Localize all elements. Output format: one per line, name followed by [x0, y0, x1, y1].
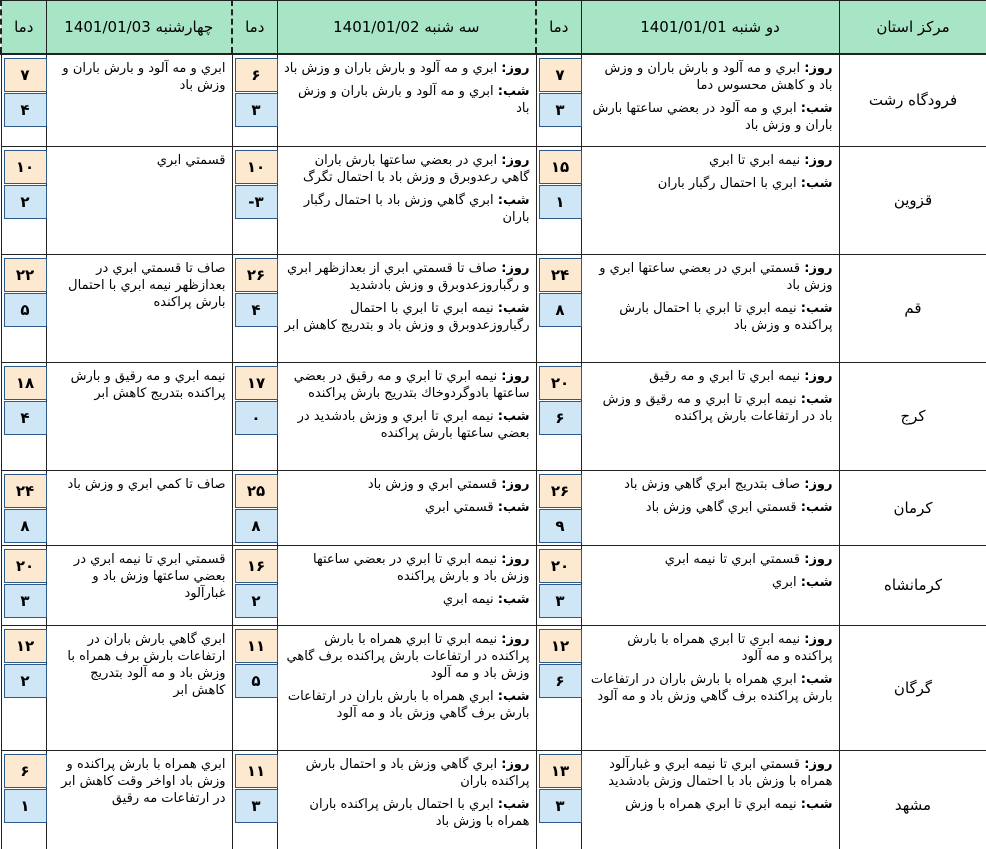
- temp-min: ۳: [539, 789, 582, 823]
- day1-day: [588, 476, 833, 493]
- day1-day: [588, 60, 833, 94]
- temp-cell: [1, 254, 46, 362]
- temp-min: ۶: [539, 401, 582, 435]
- temp-max: ۱۲: [4, 629, 47, 663]
- day2-night-text: قسمتي ابري: [424, 499, 494, 515]
- temp-cell: [1, 54, 46, 146]
- temp-max: ۱۱: [235, 754, 278, 788]
- temp-min: ۲: [235, 584, 278, 618]
- forecast-day3: [46, 254, 232, 362]
- day1-day: [588, 368, 833, 385]
- forecast-day3: [46, 362, 232, 470]
- forecast-day3: [46, 545, 232, 625]
- day3-text: نيمه ابري و مه رقيق و بارش پراكنده بتدريج كاهش ابر: [70, 368, 226, 401]
- temp-min: ۹: [539, 509, 582, 543]
- forecast-day1: [581, 254, 839, 362]
- day3-text: ابري همراه با بارش پراكنده و وزش باد اواخر وقت كاهش ابر در ارتفاعات مه رقيق: [61, 756, 226, 806]
- forecast-day2: [277, 750, 536, 849]
- temp-max: ۲۰: [539, 366, 582, 400]
- temp-min: ۴: [235, 293, 278, 327]
- day1-night-text: نيمه ابري تا ابري همراه با وزش: [625, 796, 797, 812]
- temp-max: ۲۰: [4, 549, 47, 583]
- day3-text: قسمتي ابري تا نيمه ابري در بعضي ساعتها وزش باد و غبارآلود: [73, 551, 226, 601]
- table-row: [1, 362, 986, 470]
- temp-cell: [536, 254, 581, 362]
- temp-max: ۱۱: [235, 629, 278, 663]
- temp-cell: [232, 545, 277, 625]
- day1-night-label: شب:: [800, 300, 833, 316]
- temp-cell: [1, 146, 46, 254]
- forecast-day2: [277, 625, 536, 750]
- day2-day: [284, 152, 530, 186]
- table-row: [1, 750, 986, 849]
- day2-day: [284, 756, 530, 790]
- day2-night-label: شب:: [497, 499, 530, 515]
- day1-night-text: ابري با احتمال رگبار باران: [657, 175, 797, 191]
- temp-min: ۸: [235, 509, 278, 543]
- day2-day-label: روز:: [501, 551, 530, 567]
- forecast-day2: [277, 545, 536, 625]
- temp-cell: [232, 254, 277, 362]
- temp-min: ۳: [235, 93, 278, 127]
- day1-night-text: قسمتي ابري گاهي وزش باد: [645, 499, 797, 515]
- temp-max: ۲۲: [4, 258, 47, 292]
- temp-cell: [1, 625, 46, 750]
- day1-day-text: قسمتي ابري تا نيمه ابري و غبارآلود همراه با وزش باد با احتمال وزش بادشديد: [608, 756, 833, 789]
- temp-min: ۲: [4, 664, 47, 698]
- day2-night-text: نيمه ابري: [442, 591, 494, 607]
- day2-night: [284, 408, 530, 442]
- day1-day-label: روز:: [804, 476, 833, 492]
- temp-cell: [232, 750, 277, 849]
- temp-max: ۲۴: [539, 258, 582, 292]
- day2-night-label: شب:: [497, 192, 530, 208]
- day2-night: [284, 300, 530, 334]
- temp-cell: [232, 625, 277, 750]
- forecast-day1: [581, 750, 839, 849]
- temp-min: ۵: [4, 293, 47, 327]
- temp-cell: [536, 146, 581, 254]
- forecast-day1: [581, 470, 839, 545]
- province-name: كرج: [839, 362, 986, 470]
- forecast-day1: [581, 54, 839, 146]
- day2-day-text: نيمه ابري تا ابري در بعضي ساعتها وزش باد و بارش پراكنده: [313, 551, 530, 584]
- day2-night: [284, 591, 530, 608]
- temp-max: ۱۸: [4, 366, 47, 400]
- day2-day-text: قسمتي ابري و وزش باد: [367, 476, 498, 492]
- temp-min: ۲: [4, 185, 47, 219]
- day1-day: [588, 631, 833, 665]
- header-province: مرکز استان: [839, 1, 986, 55]
- day1-night: [588, 671, 833, 705]
- day1-night-label: شب:: [800, 101, 833, 116]
- table-row: [1, 254, 986, 362]
- day2-day: [284, 260, 530, 294]
- day2-night-text: ابري و مه آلود و بارش باران و وزش باد: [297, 84, 530, 116]
- temp-min: ۱: [539, 185, 582, 219]
- day1-day-label: روز:: [804, 551, 833, 567]
- temp-min: ۴: [4, 401, 47, 435]
- day2-night: [284, 688, 530, 722]
- day2-night-label: شب:: [497, 591, 530, 607]
- day2-night: [284, 499, 530, 516]
- temp-min: ۸: [4, 509, 47, 543]
- day2-night-label: شب:: [497, 300, 530, 316]
- header-temp-day1: دما: [536, 1, 581, 55]
- temp-cell: [232, 146, 277, 254]
- day2-day: [284, 60, 530, 77]
- day1-night: [588, 391, 833, 425]
- temp-cell: [232, 470, 277, 545]
- day3-text: قسمتي ابري: [156, 152, 226, 168]
- day1-night-label: شب:: [800, 671, 833, 687]
- day2-night-label: شب:: [497, 688, 530, 704]
- day1-night: [588, 499, 833, 516]
- header-temp-day2: دما: [232, 1, 277, 55]
- day1-day-text: قسمتي ابري تا نيمه ابري: [664, 551, 801, 567]
- day2-night-text: ابري گاهي وزش باد با احتمال رگبار باران: [303, 192, 530, 225]
- table-row: [1, 625, 986, 750]
- day1-night: [588, 175, 833, 192]
- forecast-day3: [46, 146, 232, 254]
- province-name: كرمانشاه: [839, 545, 986, 625]
- header-day2: سه شنبه 1401/01/02: [277, 1, 536, 55]
- temp-min: ۳: [539, 93, 582, 127]
- day2-night: [284, 192, 530, 226]
- day1-night-text: ابري و مه آلود در بعضي ساعتها بارش باران و وزش باد: [592, 101, 833, 133]
- day2-night: [284, 83, 530, 117]
- forecast-day2: [277, 54, 536, 146]
- temp-min: ۳: [539, 584, 582, 618]
- temp-max: ۱۲: [539, 629, 582, 663]
- day2-day-label: روز:: [501, 631, 530, 647]
- temp-max: ۱۳: [539, 754, 582, 788]
- header-temp-day3: دما: [1, 1, 46, 55]
- temp-max: ۱۰: [4, 150, 47, 184]
- forecast-day2: [277, 146, 536, 254]
- header-row: [1, 1, 986, 55]
- day1-night-text: ابري: [772, 574, 797, 590]
- forecast-day1: [581, 625, 839, 750]
- day2-day-label: روز:: [501, 756, 530, 772]
- forecast-day3: [46, 750, 232, 849]
- temp-cell: [1, 750, 46, 849]
- day2-day-text: نيمه ابري تا ابري همراه با بارش پراكنده در ارتفاعات بارش پراكنده برف گاهي وزش باد و مه آلود: [286, 631, 530, 681]
- temp-max: ۲۶: [235, 258, 278, 292]
- day2-day-label: روز:: [501, 152, 530, 168]
- header-day1: دو شنبه 1401/01/01: [581, 1, 839, 55]
- province-name: فرودگاه رشت: [839, 54, 986, 146]
- day1-night-text: نيمه ابري تا ابري با احتمال بارش پراكنده و وزش باد: [619, 300, 833, 333]
- forecast-day1: [581, 545, 839, 625]
- day2-day-label: روز:: [501, 61, 530, 76]
- day1-day-text: ابري و مه آلود و بارش باران و وزش باد و كاهش محسوس دما: [604, 61, 833, 93]
- day1-night: [588, 300, 833, 334]
- day2-day: [284, 631, 530, 682]
- forecast-day3: [46, 54, 232, 146]
- temp-max: ۱۶: [235, 549, 278, 583]
- day2-day-label: روز:: [501, 368, 530, 384]
- temp-cell: [232, 362, 277, 470]
- temp-min: ۰: [235, 401, 278, 435]
- forecast-body: [1, 54, 986, 849]
- day2-day-label: روز:: [501, 476, 530, 492]
- day2-day-text: ابري و مه آلود و بارش باران و وزش باد: [283, 61, 498, 76]
- day1-night: [588, 796, 833, 813]
- day2-night-text: نيمه ابري تا ابري با احتمال رگباروزعدوبرق و وزش باد و بتدريج كاهش ابر: [284, 300, 530, 333]
- forecast-day2: [277, 362, 536, 470]
- day1-night: [588, 574, 833, 591]
- province-name: قم: [839, 254, 986, 362]
- day1-night-label: شب:: [800, 175, 833, 191]
- day1-day: [588, 551, 833, 568]
- province-name: قزوين: [839, 146, 986, 254]
- temp-cell: [536, 625, 581, 750]
- temp-min: ۳: [4, 584, 47, 618]
- day3-text: ابري گاهي بارش باران در ارتفاعات بارش برف همراه با وزش باد و مه آلود بتدريج كاهش ابر: [67, 631, 226, 698]
- forecast-day3: [46, 625, 232, 750]
- day2-day-label: روز:: [501, 260, 530, 276]
- temp-max: ۷: [4, 58, 47, 92]
- table-row: [1, 146, 986, 254]
- day2-night-text: ابري با احتمال بارش پراكنده باران همراه با وزش باد: [309, 796, 530, 829]
- temp-cell: [536, 545, 581, 625]
- day1-night-text: نيمه ابري تا ابري و مه رقيق و وزش باد در ارتفاعات بارش پراكنده: [602, 391, 833, 424]
- forecast-day3: [46, 470, 232, 545]
- day1-day-label: روز:: [804, 631, 833, 647]
- day2-night-label: شب:: [497, 408, 530, 424]
- day1-night: [588, 100, 833, 134]
- day3-text: صاف تا كمي ابري و وزش باد: [67, 476, 226, 492]
- day1-day: [588, 152, 833, 169]
- day1-day-label: روز:: [804, 152, 833, 168]
- temp-max: ۱۷: [235, 366, 278, 400]
- temp-cell: [536, 54, 581, 146]
- forecast-day1: [581, 146, 839, 254]
- day1-day-label: روز:: [804, 61, 833, 76]
- day1-night-label: شب:: [800, 574, 833, 590]
- day2-day-text: ابري در بعضي ساعتها بارش باران گاهي رعدوبرق و وزش باد با احتمال تگرگ: [302, 152, 530, 185]
- temp-cell: [536, 750, 581, 849]
- day1-night-text: ابري همراه با بارش باران در ارتفاعات بارش پراكنده برف گاهي وزش باد و مه آلود: [590, 671, 833, 704]
- day1-night-label: شب:: [800, 499, 833, 515]
- day2-day-text: صاف تا قسمتي ابري از بعدازظهر ابري و رگباروزعدوبرق و وزش بادشديد: [287, 260, 530, 293]
- temp-cell: [1, 470, 46, 545]
- day1-day: [588, 260, 833, 294]
- forecast-day1: [581, 362, 839, 470]
- temp-min: ۸: [539, 293, 582, 327]
- day1-day-text: قسمتي ابري در بعضي ساعتها ابري و وزش باد: [599, 260, 833, 293]
- day1-day-text: نيمه ابري تا ابري و مه رقيق: [649, 368, 801, 384]
- forecast-day2: [277, 470, 536, 545]
- day1-day-text: نيمه ابري تا ابري: [708, 152, 801, 168]
- temp-max: ۲۰: [539, 549, 582, 583]
- day2-night: [284, 796, 530, 830]
- day2-day: [284, 476, 530, 493]
- day1-day-label: روز:: [804, 756, 833, 772]
- temp-min: ۱: [4, 789, 47, 823]
- temp-max: ۱۵: [539, 150, 582, 184]
- temp-max: ۶: [235, 58, 278, 92]
- temp-cell: [1, 545, 46, 625]
- temp-min: ۴: [4, 93, 47, 127]
- day2-day-text: نيمه ابري تا ابري و مه رقيق در بعضي ساعتها بادوگردوخاك بتدريج بارش پراكنده: [293, 368, 530, 401]
- day2-night-text: نيمه ابري تا ابري و وزش بادشديد در بعضي ساعتها بارش پراكنده: [297, 408, 530, 441]
- temp-min: -۳: [235, 185, 278, 219]
- forecast-day2: [277, 254, 536, 362]
- table-row: [1, 545, 986, 625]
- day2-day-text: ابري گاهي وزش باد و احتمال بارش پراكنده باران: [305, 756, 530, 789]
- temp-max: ۱۰: [235, 150, 278, 184]
- day2-day: [284, 368, 530, 402]
- day1-day: [588, 756, 833, 790]
- day1-night-label: شب:: [800, 796, 833, 812]
- day1-day-label: روز:: [804, 368, 833, 384]
- temp-min: ۶: [539, 664, 582, 698]
- day1-day-text: نيمه ابري تا ابري همراه با بارش پراكنده و مه آلود: [627, 631, 833, 664]
- temp-max: ۶: [4, 754, 47, 788]
- province-name: گرگان: [839, 625, 986, 750]
- province-name: كرمان: [839, 470, 986, 545]
- header-day3: چهارشنبه 1401/01/03: [46, 1, 232, 55]
- table-row: [1, 54, 986, 146]
- temp-min: ۳: [235, 789, 278, 823]
- day2-day: [284, 551, 530, 585]
- day2-night-label: شب:: [497, 84, 530, 99]
- temp-min: ۵: [235, 664, 278, 698]
- day3-text: صاف تا قسمتي ابري در بعدازظهر نيمه ابري با احتمال بارش پراكنده: [68, 260, 226, 310]
- day3-text: ابري و مه آلود و بارش باران و وزش باد: [62, 61, 226, 93]
- day1-night-label: شب:: [800, 391, 833, 407]
- province-name: مشهد: [839, 750, 986, 849]
- temp-cell: [536, 470, 581, 545]
- table-row: [1, 470, 986, 545]
- day2-night-label: شب:: [497, 796, 530, 812]
- day1-day-label: روز:: [804, 260, 833, 276]
- temp-cell: [1, 362, 46, 470]
- temp-max: ۷: [539, 58, 582, 92]
- temp-max: ۲۶: [539, 474, 582, 508]
- temp-max: ۲۴: [4, 474, 47, 508]
- day1-day-text: صاف بتدريج ابري گاهي وزش باد: [624, 476, 801, 492]
- temp-cell: [536, 362, 581, 470]
- temp-max: ۲۵: [235, 474, 278, 508]
- temp-cell: [232, 54, 277, 146]
- day2-night-text: ابري همراه با بارش باران در ارتفاعات بارش برف گاهي وزش باد و مه آلود: [287, 688, 530, 721]
